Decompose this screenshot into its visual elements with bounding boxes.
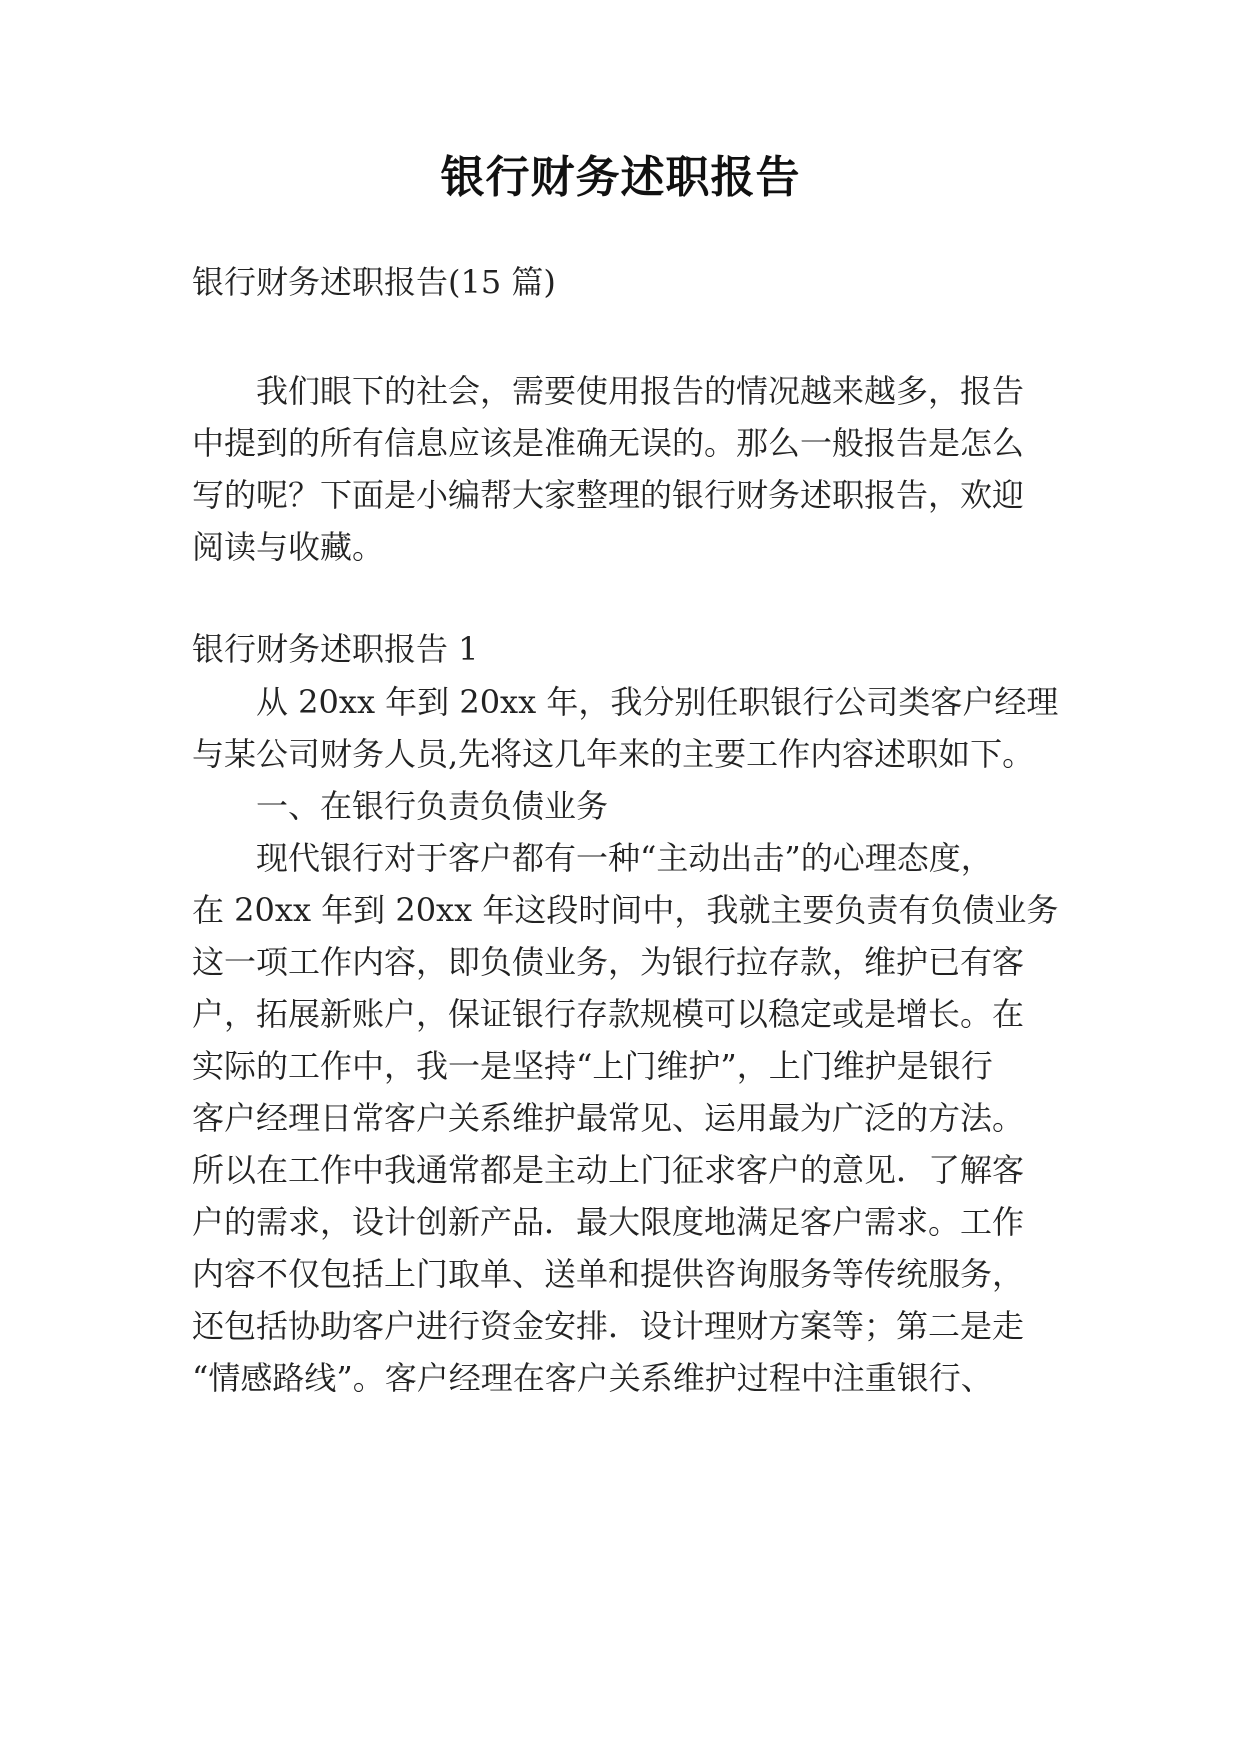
body-line: 内容不仅包括上门取单、送单和提供咨询服务等传统服务， bbox=[192, 1255, 1025, 1293]
body-line: 在 20xx 年到 20xx 年这段时间中，我就主要负责有负债业务 bbox=[192, 891, 1059, 929]
body-line: 户，拓展新账户，保证银行存款规模可以稳定或是增长。在 bbox=[192, 995, 1025, 1033]
body-line: 这一项工作内容，即负债业务，为银行拉存款，维护已有客 bbox=[192, 943, 1025, 981]
body-line: 一、在银行负责负债业务 bbox=[256, 787, 609, 825]
intro-line: 阅读与收藏。 bbox=[192, 528, 385, 566]
body-line: “情感路线”。客户经理在客户关系维护过程中注重银行、 bbox=[192, 1359, 993, 1397]
intro-line: 我们眼下的社会，需要使用报告的情况越来越多，报告 bbox=[256, 372, 1025, 410]
body-line: 实际的工作中，我一是坚持“上门维护”，上门维护是银行 bbox=[192, 1047, 993, 1085]
body-line: 与某公司财务人员,先将这几年来的主要工作内容述职如下。 bbox=[192, 735, 1035, 773]
intro-line: 写的呢？下面是小编帮大家整理的银行财务述职报告，欢迎 bbox=[192, 476, 1025, 514]
document-subtitle: 银行财务述职报告(15 篇) bbox=[192, 263, 556, 301]
intro-line: 中提到的所有信息应该是准确无误的。那么一般报告是怎么 bbox=[192, 424, 1025, 462]
body-line: 还包括协助客户进行资金安排．设计理财方案等；第二是走 bbox=[192, 1307, 1025, 1345]
section-heading: 银行财务述职报告 1 bbox=[192, 630, 479, 668]
body-line: 现代银行对于客户都有一种“主动出击”的心理态度， bbox=[256, 839, 993, 877]
body-line: 所以在工作中我通常都是主动上门征求客户的意见．了解客 bbox=[192, 1151, 1025, 1189]
body-line: 客户经理日常客户关系维护最常见、运用最为广泛的方法。 bbox=[192, 1099, 1025, 1137]
body-line: 从 20xx 年到 20xx 年，我分别任职银行公司类客户经理 bbox=[256, 683, 1059, 721]
body-line: 户的需求，设计创新产品．最大限度地满足客户需求。工作 bbox=[192, 1203, 1025, 1241]
document-title: 银行财务述职报告 bbox=[440, 152, 801, 203]
